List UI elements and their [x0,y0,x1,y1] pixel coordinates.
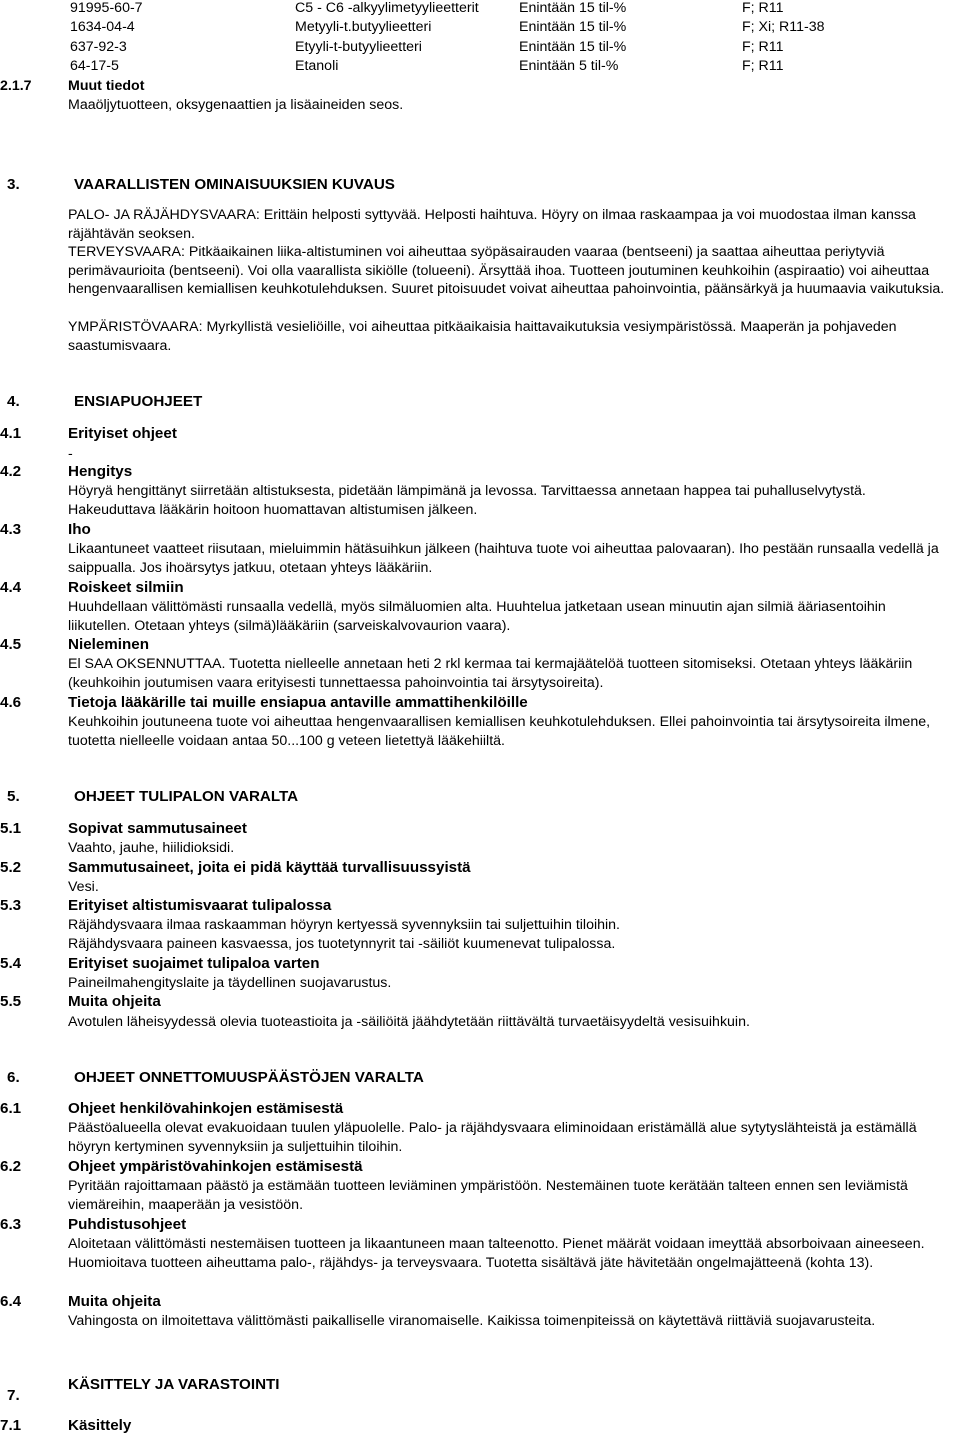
subsection-title: Sammutusaineet, joita ei pidä käyttää turvallisuussyistä [68,859,471,876]
subsection-text: Vaahto, jauhe, hiilidioksidi. [68,840,235,856]
subsection-text: - [68,446,73,462]
subsection-title: Iho [68,521,91,538]
section-number: 4. [7,393,20,410]
fire-hazard-text: PALO- JA RÄJÄHDYSVAARA: Erittäin helposti syttyvää. Helposti haihtuva. Höyry on ilmaa raskaampaa ja voi muodostaa ilman kanssa räjähtävän seoksen. [68,207,916,242]
substance-name: C5 - C6 -alkyylimetyylieetterit [295,0,479,16]
subsection-number: 4.1 [0,425,22,442]
subsection-text-line: Räjähdysvaara ilmaa raskaamman höyryn kertyessä syvennyksiin tai suljettuihin tiloihin. [68,917,620,933]
substance-name: Etyyli-t-butyylieetteri [295,39,422,55]
section-number: 7. [7,1387,20,1404]
subsection-number: 4.2 [0,463,22,480]
section-number: 5. [7,788,20,805]
substance-classification: F; Xi; R11-38 [742,19,825,35]
subsection-text: Höyryä hengittänyt siirretään altistuksesta, pidetään lämpimänä ja levossa. Tarvittaessa annetaan happea tai puhalluselvytystä. Hakeuduttava lääkärin hoitoon huomattavan altistumisen jälkeen. [68,483,866,518]
substance-name: Metyyli-t.butyylieetteri [295,19,432,35]
subsection-number: 5.2 [0,859,22,876]
subsection-text: Paineilmahengityslaite ja täydellinen suojavarustus. [68,975,392,991]
subsection-title: Erityiset altistumisvaarat tulipalossa [68,897,332,914]
section-title: OHJEET TULIPALON VARALTA [74,788,299,805]
subsection-title: Puhdistusohjeet [68,1216,187,1233]
cas-number: 1634-04-4 [70,19,135,35]
substance-amount: Enintään 15 til-% [519,19,627,35]
subsection-title: Tietoja lääkärille tai muille ensiapua antaville ammattihenkilöille [68,694,528,711]
environment-hazard-text: YMPÄRISTÖVAARA: Myrkyllistä vesieliöille, voi aiheuttaa pitkäaikaisia haittavaikutuksia vesiympäristössä. Maaperän ja pohjaveden saastumisvaara. [68,319,897,354]
health-hazard-text: TERVEYSVAARA: Pitkäaikainen liika-altistuminen voi aiheuttaa syöpäsairauden vaaraa (bentseeni) ja saattaa aiheuttaa periytyviä perimävaurioita (bentseeni). Voi olla vaarallista sikiölle (tolueeni). Ärsyttää ihoa. Tuotteen joutuminen keuhkoihin (aspiraatio) voi aiheuttaa hengenvaarallisen kemiallisen keuhkotulehduksen. Suuret pitoisuudet voivat aiheuttaa pahoinvointia, päänsärkyä ja huumaavia vaikutuksia. [68,244,945,298]
subsection-number: 5.1 [0,820,22,837]
subsection-text: Keuhkoihin joutuneena tuote voi aiheuttaa hengenvaarallisen kemiallisen keuhkotulehduksen. Ellei pahoinvointia tai ärsytysoireita ilmene, tuotetta nielleelle voidaan antaa 50...100 g veteen lietettyä lääkehiiltä. [68,714,931,749]
subsection-number: 5.3 [0,897,22,914]
subsection-title: Muita ohjeita [68,1293,161,1310]
subsection-title: Nieleminen [68,636,150,653]
subsection-title: Muita ohjeita [68,993,161,1010]
subsection-text: Maaöljytuotteen, oksygenaattien ja lisäaineiden seos. [68,97,404,113]
subsection-title: Erityiset ohjeet [68,425,177,442]
subsection-number: 6.3 [0,1216,22,1233]
substance-amount: Enintään 15 til-% [519,39,627,55]
subsection-title: Hengitys [68,463,133,480]
substance-classification: F; R11 [742,58,784,74]
subsection-number: 7.1 [0,1417,22,1434]
subsection-title: Muut tiedot [68,78,145,94]
subsection-title: Ohjeet henkilövahinkojen estämisestä [68,1100,344,1117]
section-title: ENSIAPUOHJEET [74,393,203,410]
cas-number: 637-92-3 [70,39,127,55]
subsection-title: Roiskeet silmiin [68,579,184,596]
substance-amount: Enintään 5 til-% [519,58,619,74]
subsection-text: Aloitetaan välittömästi nestemäisen tuotteen ja likaantuneen maan talteenotto. Pienet määrät voidaan imeyttää absorboivaan aineeseen. Huomioitava tuotteen aiheuttama palo-, räjähdys- ja terveysvaara. Tuotetta sisältävä jäte hävitetään ongelmajätteenä (kohta 13). [68,1236,925,1271]
substance-classification: F; R11 [742,39,784,55]
cas-number: 64-17-5 [70,58,119,74]
subsection-number: 4.6 [0,694,22,711]
subsection-text: Vesi. [68,879,99,895]
subsection-text: Huuhdellaan välittömästi runsaalla vedellä, myös silmäluomien alta. Huuhtelua jatketaan usean minuutin ajan silmiä ääriasentoihin liikutellen. Otetaan yhteys (silmä)lääkäriin (sarveiskalvovaurion vaara). [68,599,886,634]
subsection-text: Päästöalueella olevat evakuoidaan tuulen yläpuolelle. Palo- ja räjähdysvaara eliminoidaan eristämällä alue sytytyslähteistä ja estämällä höyryn kertyminen syvennyksiin ja suljettuihin tiloihin. [68,1120,917,1155]
subsection-number: 4.3 [0,521,22,538]
section-title: VAARALLISTEN OMINAISUUKSIEN KUVAUS [74,176,395,193]
section-number: 6. [7,1069,20,1086]
substance-classification: F; R11 [742,0,784,16]
subsection-text: Likaantuneet vaatteet riisutaan, mieluimmin hätäsuihkun jälkeen (haihtuva tuote voi aiheuttaa palovaaran). Iho pestään runsaalla vedellä ja saippualla. Jos ihoärsytys jatkuu, otetaan yhteys lääkäriin. [68,541,939,576]
subsection-text: El SAA OKSENNUTTAA. Tuotetta nielleelle annetaan heti 2 rkl kermaa tai kermajäätelöä tuotteen sitomiseksi. Otetaan yhteys lääkäriin (keuhkoihin joutumisen vaara erityisesti tunnettaessa pahoinvointia tai ärsytysoireita). [68,656,913,691]
subsection-title: Erityiset suojaimet tulipaloa varten [68,955,320,972]
subsection-text: Pyritään rajoittamaan päästö ja estämään tuotteen leviäminen ympäristöön. Nestemäinen tuote kerätään talteen ennen sen leviämistä viemäreihin, maaperään ja vesistöön. [68,1178,908,1213]
section-title: KÄSITTELY JA VARASTOINTI [68,1376,280,1393]
subsection-text-line: Räjähdysvaara paineen kasvaessa, jos tuotetynnyrit tai -säiliöt kuumenevat tulipalossa. [68,936,616,952]
subsection-number: 4.4 [0,579,22,596]
subsection-number: 5.4 [0,955,22,972]
subsection-number: 6.1 [0,1100,22,1117]
substance-name: Etanoli [295,58,339,74]
substance-amount: Enintään 15 til-% [519,0,627,16]
subsection-title: Sopivat sammutusaineet [68,820,247,837]
section-number: 3. [7,176,20,193]
subsection-text: Avotulen läheisyydessä olevia tuoteastioita ja -säiliöitä jäähdytetään riittävältä turvaetäisyydeltä vesisuihkuin. [68,1014,750,1030]
subsection-number: 4.5 [0,636,22,653]
subsection-number: 6.4 [0,1293,22,1310]
subsection-title: Käsittely [68,1417,132,1434]
subsection-text: Vahingosta on ilmoitettava välittömästi paikalliselle viranomaiselle. Kaikissa toimenpiteissä on käytettävä riittäviä suojavarusteita. [68,1313,876,1329]
subsection-number: 2.1.7 [0,78,32,94]
subsection-number: 6.2 [0,1158,22,1175]
subsection-title: Ohjeet ympäristövahinkojen estämisestä [68,1158,363,1175]
subsection-number: 5.5 [0,993,22,1010]
section-title: OHJEET ONNETTOMUUSPÄÄSTÖJEN VARALTA [74,1069,424,1086]
cas-number: 91995-60-7 [70,0,143,16]
